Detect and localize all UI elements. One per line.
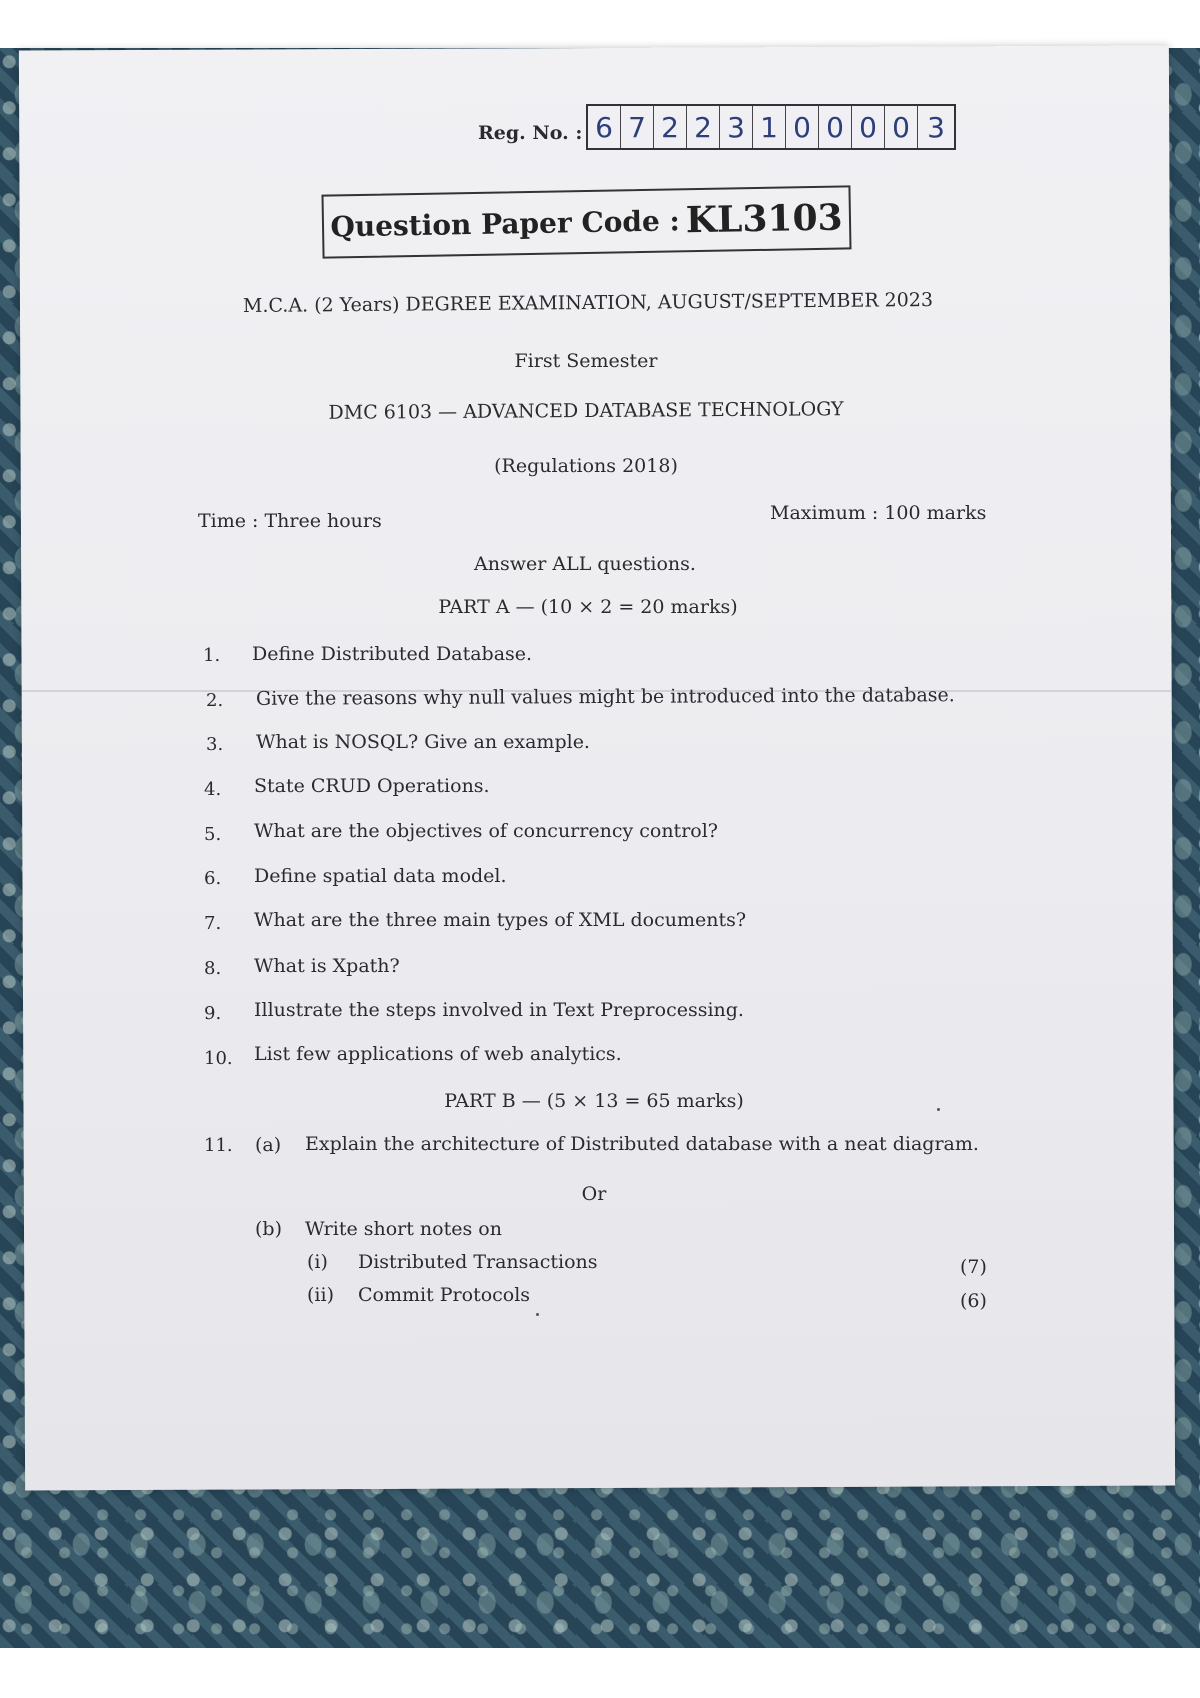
question-text: What is NOSQL? Give an example. <box>256 731 590 753</box>
reg-no-boxes <box>586 104 956 150</box>
or-separator: Or <box>581 1183 607 1205</box>
question-paper-code-box <box>321 185 851 258</box>
pen-mark <box>536 1313 539 1316</box>
reg-digit: 6 <box>588 106 621 148</box>
semester: First Semester <box>514 350 658 372</box>
question-number: 5. <box>204 824 222 845</box>
question-number: 10. <box>204 1048 233 1069</box>
instruction: Answer ALL questions. <box>474 553 696 575</box>
reg-digit: 0 <box>852 106 885 148</box>
sub-item-marks: (7) <box>960 1256 987 1278</box>
question-number: 3. <box>206 734 224 755</box>
sub-item-label: (i) <box>307 1251 328 1273</box>
question-text: Give the reasons why null values might be introduced into the database. <box>255 684 955 710</box>
course-title: DMC 6103 — ADVANCED DATABASE TECHNOLOGY <box>328 398 844 424</box>
sub-item-marks: (6) <box>960 1290 987 1312</box>
sub-item-text: Commit Protocols <box>358 1284 531 1306</box>
exam-duration: Time : Three hours <box>198 510 382 532</box>
question-paper-code-label: Question Paper Code : <box>330 203 681 243</box>
pen-mark <box>937 1108 940 1111</box>
question-number: 9. <box>204 1003 222 1024</box>
question-text: What are the objectives of concurrency control? <box>254 820 718 842</box>
question-text: Define spatial data model. <box>254 865 507 887</box>
sub-item-text: Distributed Transactions <box>358 1251 598 1273</box>
reg-digit: 2 <box>654 106 687 148</box>
reg-digit: 3 <box>927 110 945 144</box>
question-text: State CRUD Operations. <box>254 775 490 797</box>
maximum-marks: Maximum : 100 marks <box>770 502 987 524</box>
question-number: 6. <box>204 868 222 889</box>
question-text: Write short notes on <box>305 1218 502 1240</box>
question-text: Illustrate the steps involved in Text Preprocessing. <box>254 999 744 1021</box>
question-text: What are the three main types of XML documents? <box>254 909 747 931</box>
question-text: Define Distributed Database. <box>252 643 533 665</box>
question-text: List few applications of web analytics. <box>254 1043 622 1065</box>
question-number: 8. <box>204 958 222 979</box>
sub-question-label: (a) <box>255 1134 282 1156</box>
question-number: 7. <box>204 913 222 934</box>
reg-digit: 2 <box>687 106 720 148</box>
question-text: Explain the architecture of Distributed database with a neat diagram. <box>305 1133 979 1155</box>
question-text: What is Xpath? <box>254 955 400 977</box>
reg-digit: 0 <box>819 106 852 148</box>
question-number: 4. <box>204 779 222 800</box>
question-number: 11. <box>204 1135 233 1156</box>
reg-digit: 0 <box>885 106 918 148</box>
reg-digit: 1 <box>753 106 786 148</box>
part-b-title: PART B — (5 × 13 = 65 marks) <box>444 1090 744 1112</box>
question-paper-code: KL3103 <box>685 196 843 242</box>
question-number: 1. <box>203 645 221 666</box>
reg-digit: 0 <box>786 106 819 148</box>
reg-no-label: Reg. No. : <box>478 122 583 144</box>
reg-digit: 3 <box>720 106 753 148</box>
reg-digit: 7 <box>621 106 654 148</box>
sub-question-label: (b) <box>255 1218 282 1240</box>
part-a-title: PART A — (10 × 2 = 20 marks) <box>438 596 738 618</box>
question-number: 2. <box>206 690 224 711</box>
exam-title: M.C.A. (2 Years) DEGREE EXAMINATION, AUGUST/SEPTEMBER 2023 <box>242 288 934 318</box>
sub-item-label: (ii) <box>307 1284 334 1306</box>
regulations: (Regulations 2018) <box>494 455 678 477</box>
exam-paper-sheet <box>19 45 1175 1490</box>
